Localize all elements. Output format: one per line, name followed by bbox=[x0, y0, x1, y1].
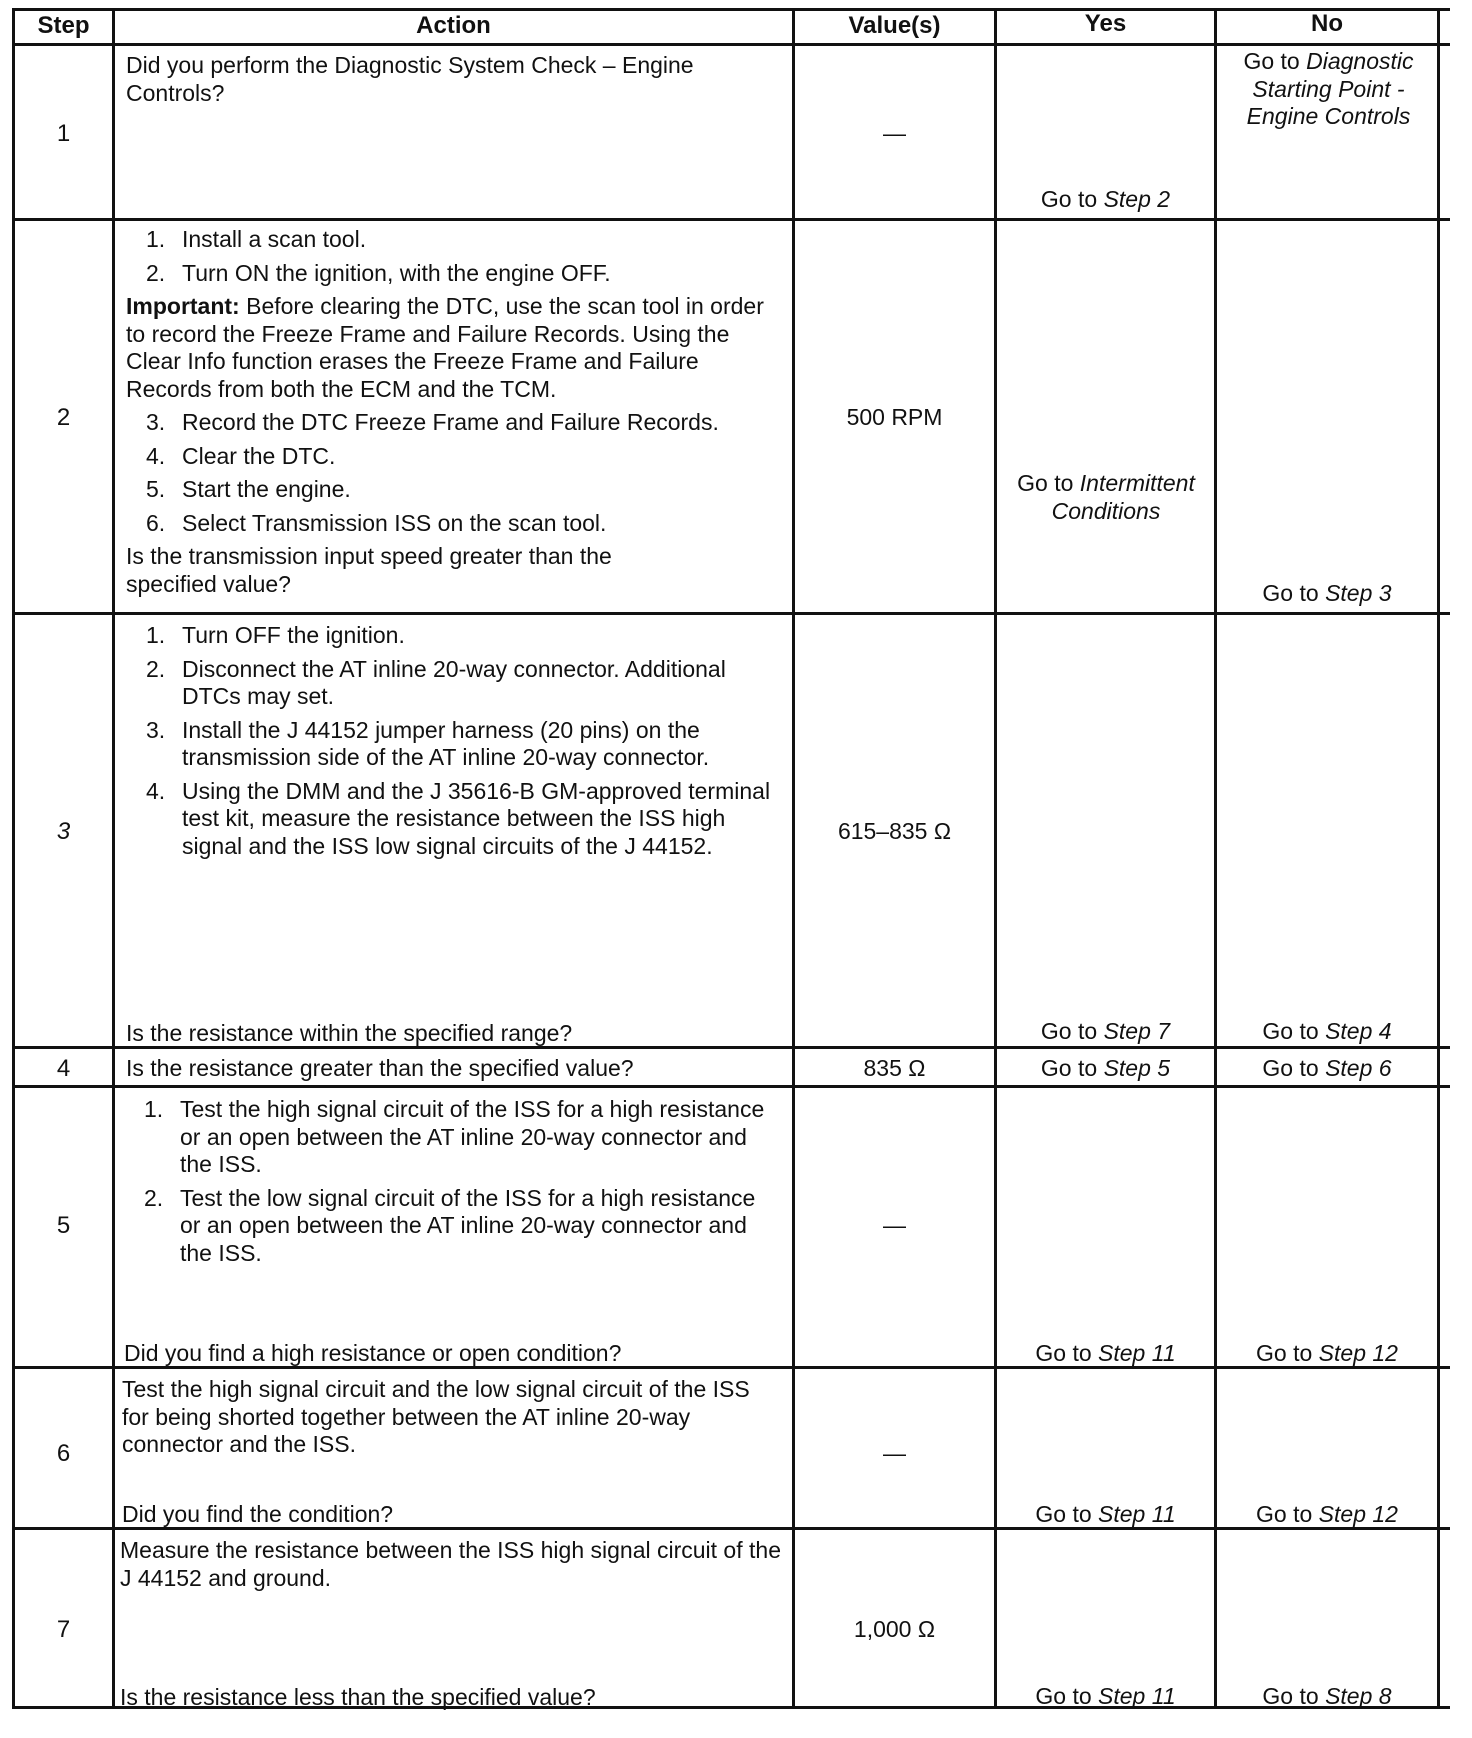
header-yes: Yes bbox=[1084, 10, 1127, 37]
action-text: Measure the resistance between the ISS high signal circuit of the J 44152 and ground. bbox=[120, 1537, 781, 1591]
column-divider bbox=[112, 8, 115, 1709]
header-step: Step bbox=[37, 12, 90, 39]
step-number: 1 bbox=[56, 120, 71, 147]
value-cell: — bbox=[883, 120, 906, 146]
list-item-text: Turn ON the ignition, with the engine OFF. bbox=[182, 259, 611, 286]
value-cell: 1,000 Ω bbox=[853, 1616, 936, 1642]
row-divider bbox=[12, 218, 1450, 221]
list-item: 3. Record the DTC Freeze Frame and Failure Records. bbox=[146, 409, 719, 435]
goto-prefix: Go to bbox=[1040, 1018, 1098, 1044]
goto-prefix: Go to bbox=[1035, 1683, 1092, 1709]
list-item: 3. Install the J 44152 jumper harness (20 pins) on the transmission side of the AT inline 20-way connector. bbox=[146, 716, 710, 770]
row-divider bbox=[12, 612, 1450, 615]
yes-goto bbox=[997, 1340, 1214, 1367]
yes-goto bbox=[997, 1683, 1214, 1710]
list-item-text: Clear the DTC. bbox=[182, 442, 336, 469]
goto-prefix: Go to bbox=[1262, 1055, 1319, 1081]
value-cell: 835 Ω bbox=[863, 1055, 926, 1081]
goto-prefix: Go to bbox=[1262, 580, 1319, 606]
list-item: 6. Select Transmission ISS on the scan tool. bbox=[146, 509, 607, 536]
no-goto bbox=[1217, 1055, 1437, 1082]
step-number: 4 bbox=[56, 1055, 71, 1082]
goto-prefix: Go to bbox=[1262, 1018, 1319, 1044]
list-item-text: Test the low signal circuit of the ISS for a high resistance or an open between the AT inline 20-way connector and the ISS. bbox=[180, 1184, 756, 1266]
step-number: 6 bbox=[56, 1440, 71, 1467]
yes-goto bbox=[997, 1501, 1214, 1528]
goto-link[interactable]: Step 4 bbox=[1325, 1018, 1392, 1044]
goto-prefix: Go to bbox=[1017, 470, 1074, 496]
list-item-text: Start the engine. bbox=[182, 476, 351, 502]
goto-prefix: Go to bbox=[1035, 1501, 1092, 1527]
goto-prefix: Go to bbox=[1256, 1340, 1313, 1366]
list-item: 2. Disconnect the AT inline 20-way connector. Additional DTCs may set. bbox=[146, 655, 726, 709]
goto-link[interactable]: Diagnostic Starting Point - Engine Controls bbox=[1246, 48, 1414, 129]
yes-goto bbox=[1000, 470, 1212, 525]
list-item-text: Using the DMM and the J 35616-B GM-approved terminal test kit, measure the resistance between the ISS high signal and the ISS low signal circuits of the J 44152. bbox=[182, 777, 771, 859]
header-action: Action bbox=[416, 12, 491, 39]
goto-link[interactable]: Step 2 bbox=[1103, 186, 1171, 212]
table-border-right bbox=[1437, 8, 1440, 1709]
step-number: 2 bbox=[56, 404, 71, 431]
goto-prefix: Go to bbox=[1040, 186, 1098, 212]
column-divider bbox=[1214, 8, 1217, 1709]
list-item-text: Record the DTC Freeze Frame and Failure Records. bbox=[182, 409, 719, 435]
goto-link[interactable]: Step 7 bbox=[1103, 1018, 1171, 1044]
value-cell: — bbox=[883, 1440, 906, 1466]
column-divider bbox=[994, 8, 997, 1709]
header-no: No bbox=[1311, 10, 1343, 37]
action-text: Test the high signal circuit and the low signal circuit of the ISS for being shorted together between the AT inline 20-way connector and the ISS. bbox=[122, 1376, 750, 1457]
value-cell: — bbox=[883, 1212, 906, 1238]
list-item-text: Install a scan tool. bbox=[182, 226, 367, 252]
question-text: Is the transmission input speed greater than the specified value? bbox=[126, 543, 612, 597]
important-note bbox=[126, 293, 776, 403]
no-goto bbox=[1217, 1018, 1437, 1045]
important-label: Important: bbox=[126, 293, 240, 319]
no-goto bbox=[1217, 580, 1437, 607]
list-item-text: Select Transmission ISS on the scan tool. bbox=[182, 509, 607, 536]
list-item: 1. Turn OFF the ignition. bbox=[146, 622, 405, 648]
no-goto bbox=[1226, 48, 1431, 131]
row-divider bbox=[12, 1085, 1450, 1088]
goto-prefix: Go to bbox=[1040, 1055, 1098, 1081]
yes-goto bbox=[997, 1055, 1214, 1082]
step-number: 7 bbox=[56, 1616, 71, 1643]
question-text: Did you find the condition? bbox=[122, 1501, 394, 1527]
goto-prefix: Go to bbox=[1256, 1501, 1313, 1527]
action-text: Did you perform the Diagnostic System Check – Engine Controls? bbox=[126, 52, 694, 106]
question-text: Is the resistance less than the specified value? bbox=[120, 1684, 596, 1710]
goto-link[interactable]: Step 8 bbox=[1325, 1683, 1392, 1709]
header-divider bbox=[12, 43, 1450, 46]
goto-link[interactable]: Step 12 bbox=[1318, 1501, 1398, 1527]
goto-link[interactable]: Step 11 bbox=[1098, 1340, 1176, 1366]
goto-prefix: Go to bbox=[1243, 48, 1300, 74]
goto-link[interactable]: Step 5 bbox=[1103, 1055, 1171, 1081]
yes-goto bbox=[997, 1018, 1214, 1045]
list-item-text: Test the high signal circuit of the ISS for a high resistance or an open between the AT inline 20-way connector and the ISS. bbox=[180, 1096, 765, 1177]
value-cell: 615–835 Ω bbox=[837, 818, 952, 844]
important-text: Before clearing the DTC, use the scan tool in order to record the Freeze Frame and Failure Records. Using the Clear Info function erases the Freeze Frame and Failure Records from both the ECM and the TCM. bbox=[126, 293, 764, 402]
list-item: 2. Test the low signal circuit of the ISS for a high resistance or an open between the AT inline 20-way connector and the ISS. bbox=[144, 1184, 756, 1266]
action-cell bbox=[126, 226, 786, 598]
list-item-text: Install the J 44152 jumper harness (20 pins) on the transmission side of the AT inline 20-way connector. bbox=[182, 716, 710, 770]
question-text: Is the resistance greater than the specified value? bbox=[126, 1055, 634, 1081]
list-item-text: Disconnect the AT inline 20-way connector. Additional DTCs may set. bbox=[182, 655, 726, 709]
list-item: 1. Install a scan tool. bbox=[146, 226, 367, 252]
no-goto bbox=[1217, 1501, 1437, 1528]
goto-link[interactable]: Step 6 bbox=[1325, 1055, 1392, 1081]
list-item: 4. Clear the DTC. bbox=[146, 442, 336, 469]
list-item: 5. Start the engine. bbox=[146, 476, 351, 502]
list-item: 2. Turn ON the ignition, with the engine OFF. bbox=[146, 259, 611, 286]
goto-link[interactable]: Step 3 bbox=[1325, 580, 1392, 606]
list-item: 4. Using the DMM and the J 35616-B GM-approved terminal test kit, measure the resistance between the ISS high signal and the ISS low signal circuits of the J 44152. bbox=[146, 777, 771, 859]
step-number: 5 bbox=[56, 1212, 71, 1239]
no-goto bbox=[1217, 1683, 1437, 1710]
goto-link[interactable]: Step 11 bbox=[1098, 1501, 1176, 1527]
action-cell bbox=[126, 622, 786, 860]
goto-link[interactable]: Step 12 bbox=[1318, 1340, 1398, 1366]
no-goto bbox=[1217, 1340, 1437, 1367]
goto-prefix: Go to bbox=[1262, 1683, 1319, 1709]
step-number: 3 bbox=[56, 818, 71, 845]
goto-link[interactable]: Step 11 bbox=[1098, 1683, 1176, 1709]
question-text: Did you find a high resistance or open condition? bbox=[124, 1340, 622, 1366]
header-values: Value(s) bbox=[848, 12, 941, 39]
value-cell: 500 RPM bbox=[846, 404, 943, 430]
action-cell bbox=[124, 1096, 784, 1267]
goto-link[interactable]: Intermittent Conditions bbox=[1051, 470, 1195, 524]
question-text: Is the resistance within the specified range? bbox=[126, 1020, 573, 1046]
list-item-text: Turn OFF the ignition. bbox=[182, 622, 405, 648]
list-item: 1. Test the high signal circuit of the ISS for a high resistance or an open between the AT inline 20-way connector and the ISS. bbox=[144, 1096, 765, 1177]
goto-prefix: Go to bbox=[1035, 1340, 1092, 1366]
yes-goto bbox=[997, 186, 1214, 213]
